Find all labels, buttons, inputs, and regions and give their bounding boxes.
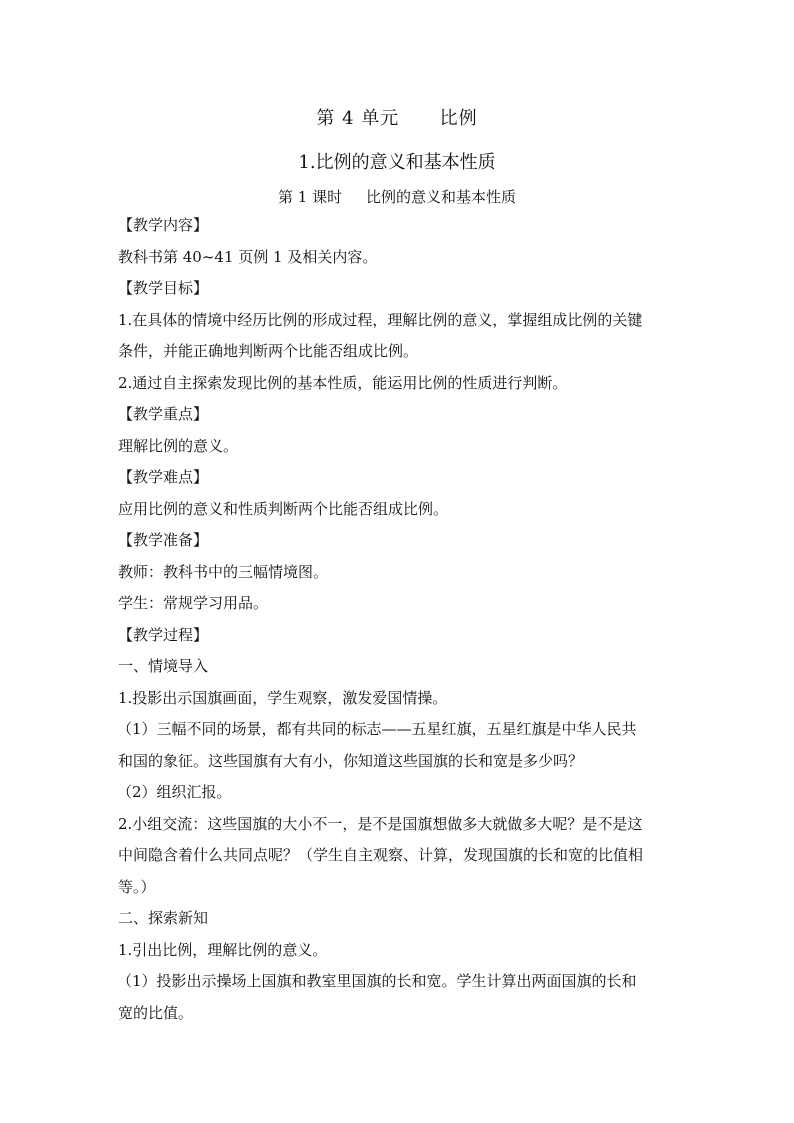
lesson-title: 第 1 课时 比例的意义和基本性质 — [278, 188, 516, 206]
text-line: 1.引出比例，理解比例的意义。 — [118, 940, 328, 959]
text-line: 1.在具体的情境中经历比例的形成过程，理解比例的意义，掌握组成比例的关键 — [118, 310, 643, 329]
document-body — [118, 210, 676, 1029]
text-line: 学生：常规学习用品。 — [118, 594, 269, 612]
heading-teaching-focus: 【教学重点】 — [118, 405, 209, 423]
section-title: 1.比例的意义和基本性质 — [298, 152, 496, 173]
text-line: 2.小组交流：这些国旗的大小不一，是不是国旗想做多大就做多大呢？是不是这 — [118, 814, 643, 833]
heading-teaching-preparation: 【教学准备】 — [118, 531, 209, 549]
text-line: 等。） — [118, 877, 156, 896]
text-line: 中间隐含着什么共同点呢？（学生自主观察、计算，发现国旗的长和宽的比值相 — [118, 846, 644, 864]
heading-teaching-process: 【教学过程】 — [118, 625, 209, 644]
text-line: 教师：教科书中的三幅情境图。 — [118, 562, 329, 581]
text-line: 教科书第 40~41 页例 1 及相关内容。 — [118, 247, 378, 266]
heading-teaching-difficulty: 【教学难点】 — [118, 468, 209, 486]
text-line: （1）三幅不同的场景，都有共同的标志——五星红旗，五星红旗是中华人民共 — [117, 720, 637, 738]
subheading-explore: 二、探索新知 — [118, 909, 209, 927]
text-line: 条件，并能正确地判断两个比能否组成比例。 — [118, 342, 419, 360]
text-line: 宽的比值。 — [118, 1003, 194, 1022]
text-line: （1）投影出示操场上国旗和教室里国旗的长和宽。学生计算出两面国旗的长和 — [117, 972, 637, 990]
unit-title: 第 4 单元 比例 — [316, 108, 478, 129]
subheading-introduction: 一、情境导入 — [118, 657, 209, 675]
text-line: 应用比例的意义和性质判断两个比能否组成比例。 — [118, 499, 449, 518]
text-line: 2.通过自主探索发现比例的基本性质，能运用比例的性质进行判断。 — [118, 373, 568, 392]
text-line: 理解比例的意义。 — [118, 436, 239, 455]
text-line: 和国的象征。这些国旗有大有小，你知道这些国旗的长和宽是多少吗？ — [118, 751, 584, 770]
heading-teaching-content: 【教学内容】 — [118, 216, 209, 234]
text-line: （2）组织汇报。 — [117, 783, 232, 801]
text-line: 1.投影出示国旗画面，学生观察，激发爱国情操。 — [118, 688, 448, 707]
heading-teaching-goals: 【教学目标】 — [118, 279, 209, 297]
